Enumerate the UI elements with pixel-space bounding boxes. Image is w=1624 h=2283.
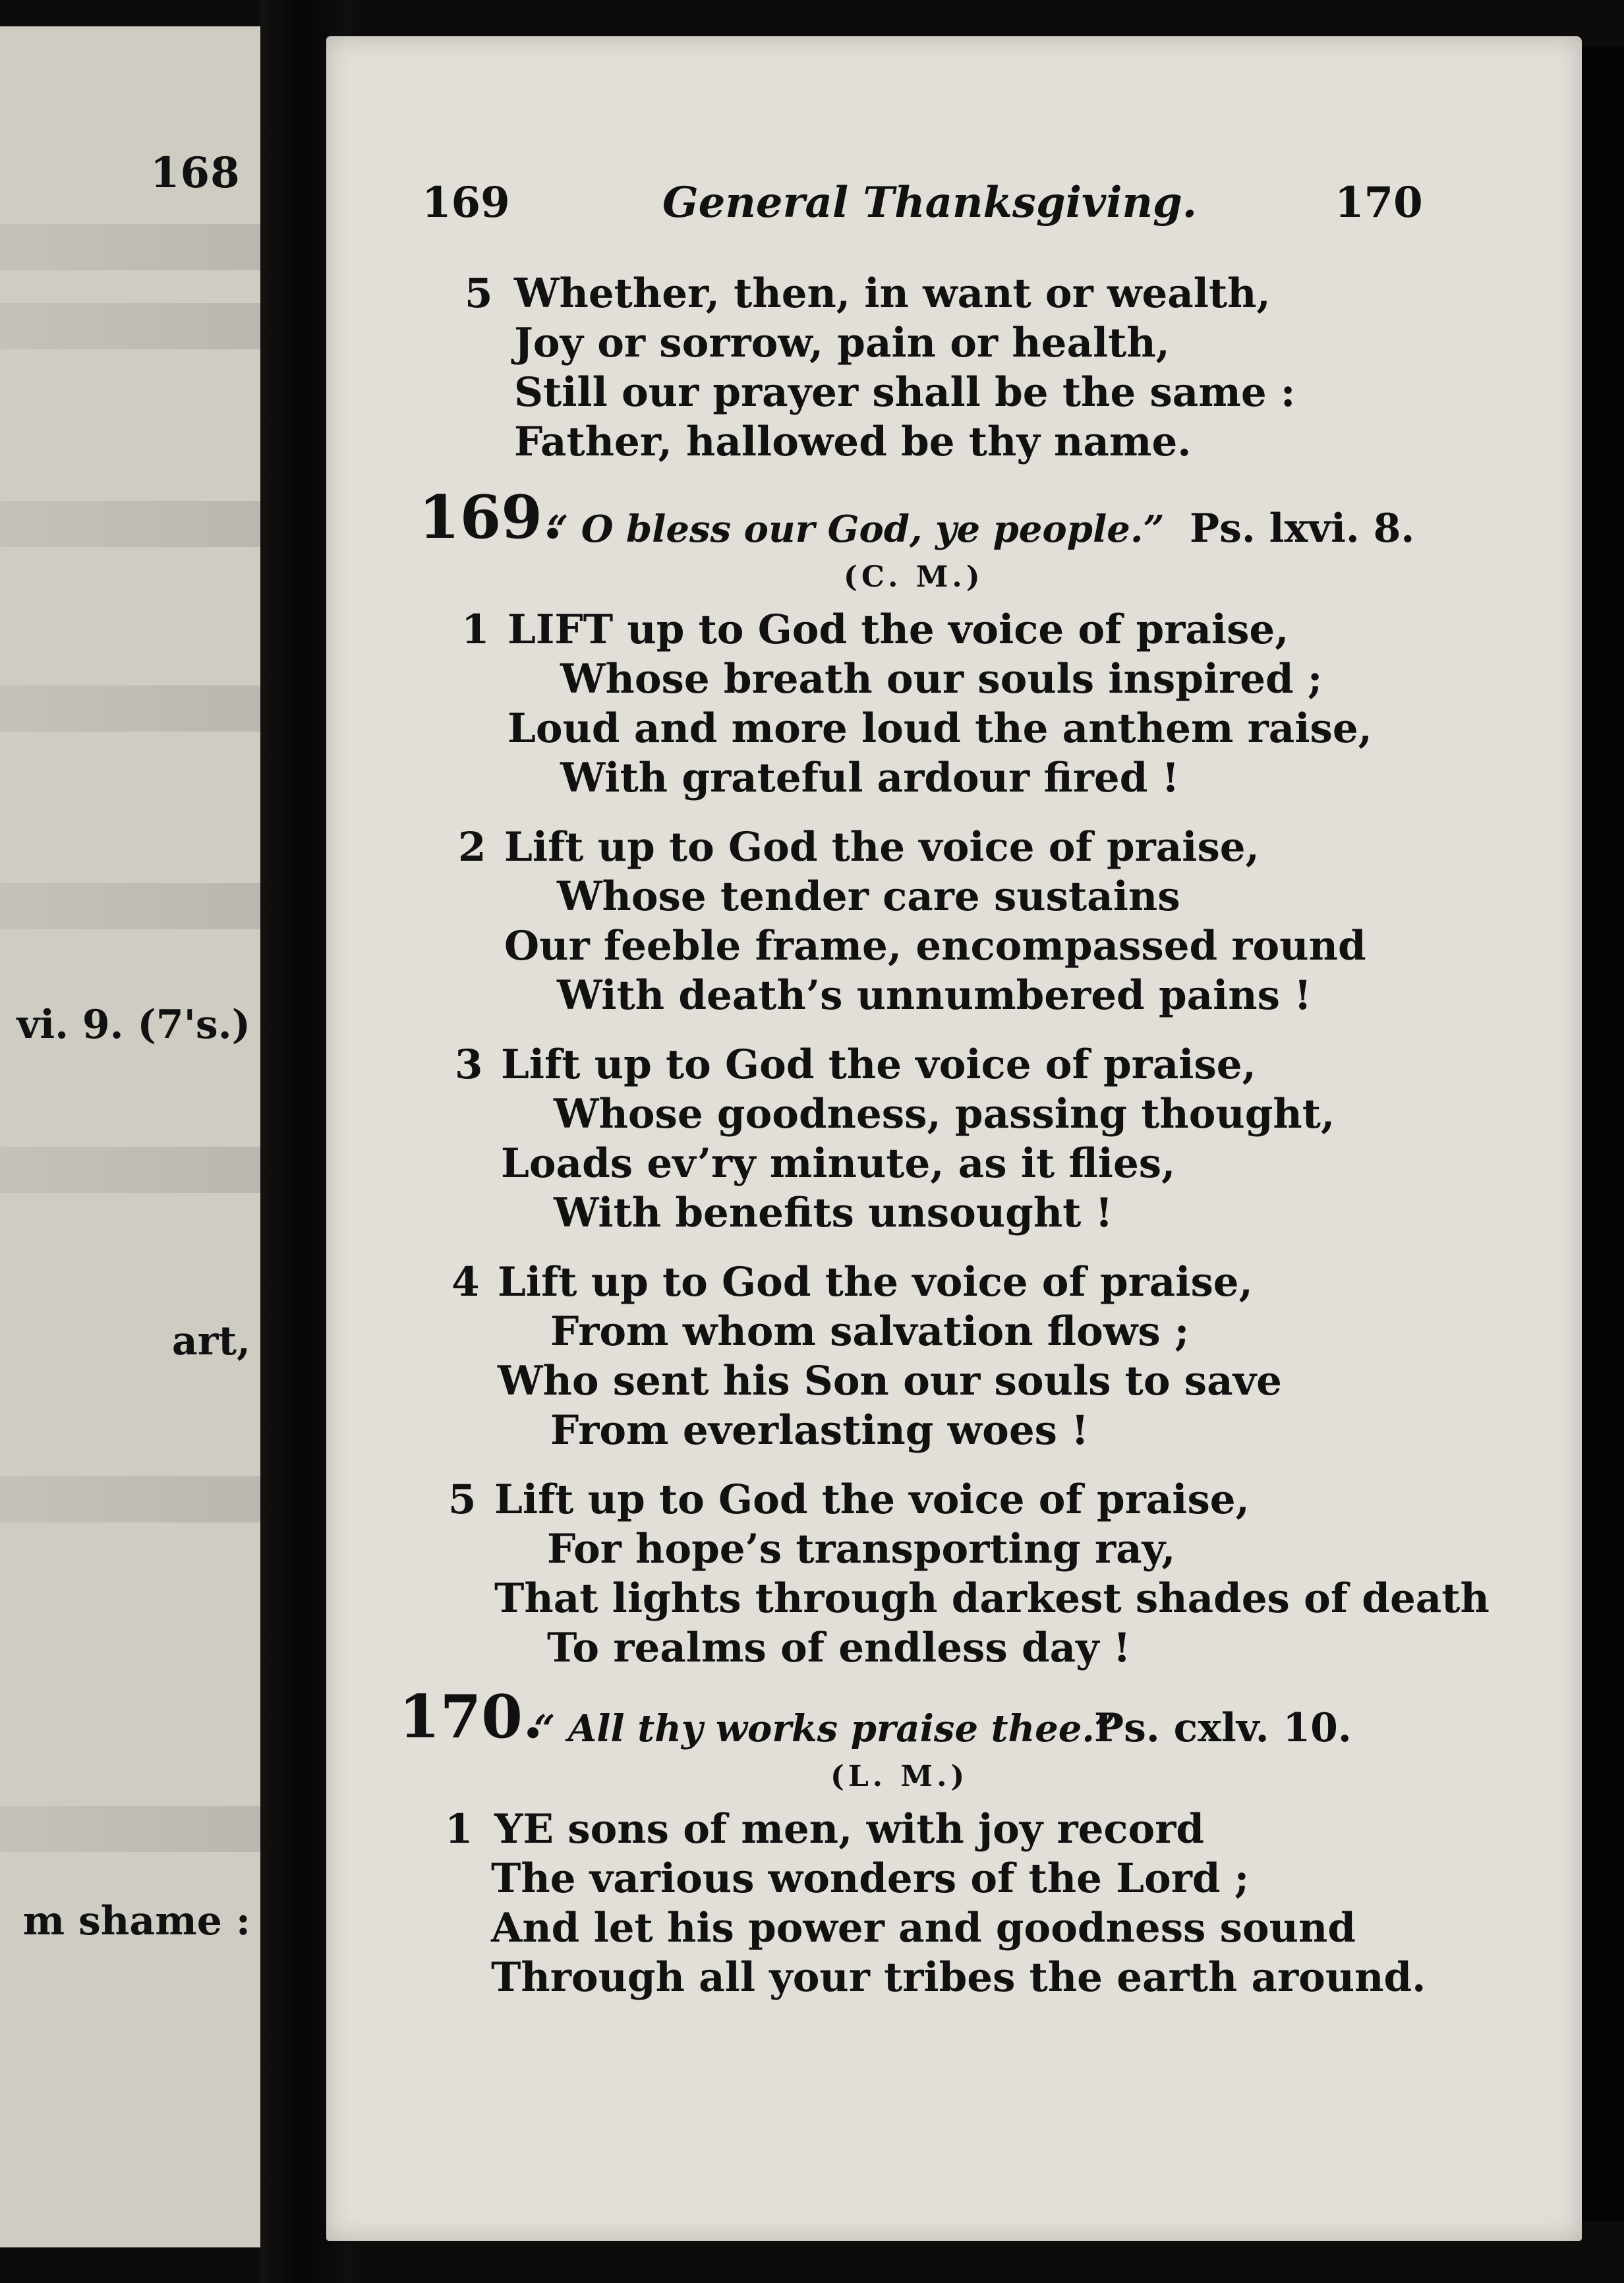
verse-line: Lift up to God the voice of praise, [504, 824, 1260, 871]
running-header [326, 178, 1582, 237]
verse-line: For hope’s transporting ray, [547, 1526, 1176, 1573]
verse-line: From whom salvation flows ; [550, 1308, 1190, 1355]
left-page-fragment: vi. 9. (7's.) [16, 1002, 250, 1048]
verse-line: Lift up to God the voice of praise, [498, 1259, 1253, 1306]
verse-number: 3 [455, 1041, 483, 1088]
header-title: General Thanksgiving. [662, 178, 1198, 227]
hymn-number: 170. [399, 1682, 544, 1752]
verse-line: Joy or sorrow, pain or health, [514, 320, 1170, 366]
bleed-through-line [0, 501, 260, 547]
verse-line: With grateful ardour fired ! [560, 755, 1180, 801]
left-page-fragment: art, [171, 1318, 250, 1364]
verse-number: 1 [445, 1806, 473, 1853]
bleed-through-line [0, 1806, 260, 1852]
bleed-through-line [0, 1476, 260, 1522]
verse-line: Whose goodness, passing thought, [554, 1091, 1335, 1138]
hymnal-page [326, 36, 1582, 2241]
verse-line: Lift up to God the voice of praise, [494, 1476, 1250, 1523]
verse-line: Whose breath our souls inspired ; [560, 656, 1323, 703]
verse-line: With benefits unsought ! [554, 1190, 1113, 1236]
verse-line: Our feeble frame, encompassed round [504, 923, 1366, 969]
scripture-reference: Ps. lxvi. 8. [1190, 506, 1415, 552]
verse-line: LIFT up to God the voice of praise, [508, 606, 1289, 653]
hymn-number: 169. [419, 482, 564, 552]
verse-number: 4 [451, 1259, 480, 1306]
left-page-number: 168 [150, 148, 241, 198]
verse-line: Loud and more loud the anthem raise, [508, 705, 1372, 752]
verse-line: Who sent his Son our souls to save [498, 1358, 1282, 1404]
verse-line: And let his power and goodness sound [491, 1905, 1356, 1951]
meter-label: (C. M.) [844, 560, 984, 594]
verse-line: That lights through darkest shades of death [494, 1575, 1490, 1622]
left-page-fragment: m shame : [22, 1898, 250, 1944]
verse-line: Lift up to God the voice of praise, [501, 1041, 1256, 1088]
page-edge-shadow [1582, 46, 1624, 2221]
verse-line: The various wonders of the Lord ; [491, 1855, 1250, 1902]
header-left-number: 169 [422, 178, 510, 227]
verse-line: Whether, then, in want or wealth, [514, 270, 1271, 317]
verse-line: YE sons of men, with joy record [494, 1806, 1205, 1853]
verse-line: With death’s unnumbered pains ! [557, 972, 1312, 1019]
verse-number: 1 [461, 606, 490, 653]
verse-line: Still our prayer shall be the same : [514, 369, 1296, 416]
verse-line: Father, hallowed be thy name. [514, 419, 1192, 465]
bleed-through-line [0, 883, 260, 929]
verse-number: 2 [458, 824, 486, 871]
verse-number: 5 [465, 270, 493, 317]
verse-line: Whose tender care sustains [557, 873, 1180, 920]
hymn-title: “ O bless our God, ye people.” [547, 507, 1165, 551]
header-right-number: 170 [1335, 178, 1423, 227]
bleed-through-line [0, 303, 260, 349]
bleed-through-line [0, 685, 260, 732]
scripture-reference: Ps. cxlv. 10. [1094, 1705, 1352, 1751]
verse-number: 5 [448, 1476, 477, 1523]
verse-line: To realms of endless day ! [547, 1625, 1131, 1671]
bleed-through-line [0, 224, 260, 270]
bleed-through-line [0, 1147, 260, 1193]
verse-line: Through all your tribes the earth around. [491, 1954, 1426, 2001]
hymn-title: “ All thy works praise thee.” [534, 1707, 1116, 1750]
verse-line: Loads ev’ry minute, as it flies, [501, 1140, 1176, 1187]
left-facing-page [0, 26, 264, 2247]
verse-line: From everlasting woes ! [550, 1407, 1089, 1454]
meter-label: (L. M.) [830, 1760, 969, 1793]
